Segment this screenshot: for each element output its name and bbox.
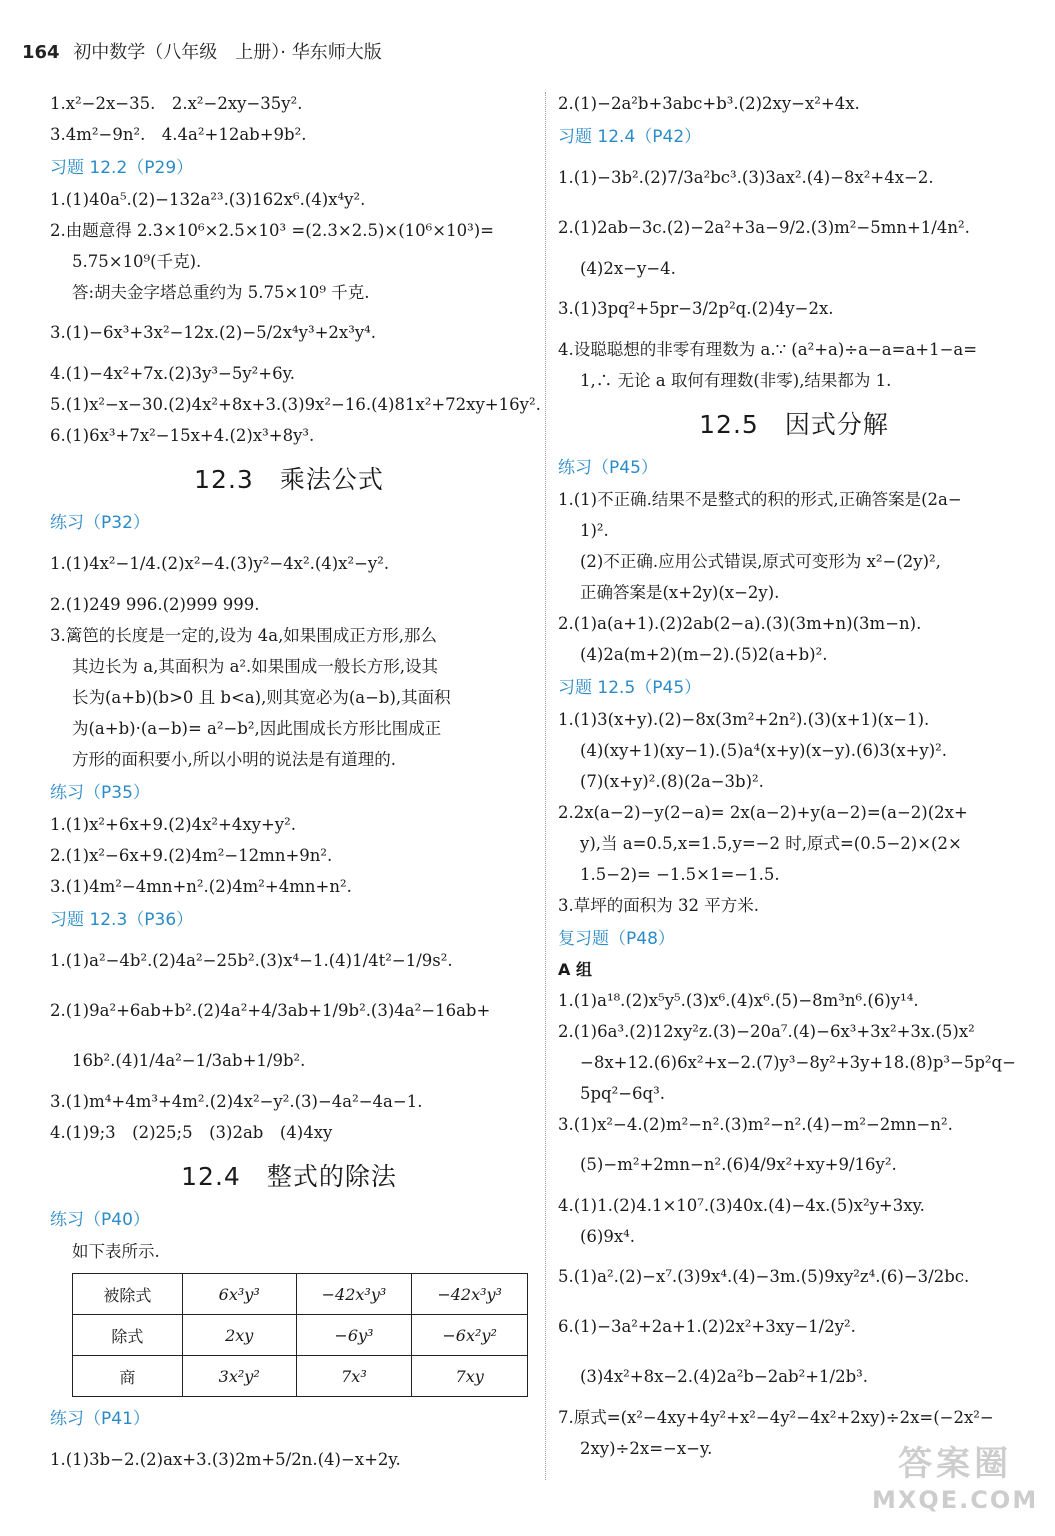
answer-line: 4.(1)9;3 (2)25;5 (3)2ab (4)4xy <box>50 1123 333 1142</box>
exercise-heading: 习题 12.4（P42） <box>558 127 702 147</box>
answer-line: y),当 a=0.5,x=1.5,y=−2 时,原式=(0.5−2)×(2× <box>580 834 962 853</box>
answer-line: 1.(1)a²−4b².(2)4a²−25b².(3)x⁴−1.(4)1/4t²−1/9s². <box>50 951 453 970</box>
exercise-heading: 复习题（P48） <box>558 929 675 949</box>
answer-line: (3)4x²+8x−2.(4)2a²b−2ab²+1/2b³. <box>580 1367 869 1386</box>
table-cell: 7x³ <box>296 1356 412 1397</box>
table-cell: 3x²y² <box>182 1356 296 1397</box>
answer-line: −8x+12.(6)6x²+x−2.(7)y³−8y²+3y+18.(8)p³−5p²q− <box>580 1053 1016 1072</box>
exercise-heading: 练习（P45） <box>558 458 658 478</box>
answer-line: 3.草坪的面积为 32 平方米. <box>558 896 759 915</box>
answer-line: 1.(1)3(x+y).(2)−8x(3m²+2n²).(3)(x+1)(x−1). <box>558 710 930 729</box>
section-name: 乘法公式 <box>279 465 384 494</box>
table-cell: 6x³y³ <box>182 1274 296 1315</box>
section-title <box>50 455 528 505</box>
answer-line: (2)不正确.应用公式错误,原式可变形为 x²−(2y)², <box>580 552 941 571</box>
answer-line: 1.(1)3b−2.(2)ax+3.(3)2m+5/2n.(4)−x+2y. <box>50 1450 401 1469</box>
table-row-header: 除式 <box>73 1315 183 1356</box>
answer-line: 7.原式=(x²−4xy+4y²+x²−4y²−4x²+2xy)÷2x=(−2x²− <box>558 1408 994 1427</box>
section-number: 12.5 <box>699 410 759 439</box>
answer-line: 3.(1)m⁴+4m³+4m².(2)4x²−y².(3)−4a²−4a−1. <box>50 1092 423 1111</box>
section-name: 整式的除法 <box>266 1162 397 1191</box>
exercise-heading: 练习（P35） <box>50 783 150 803</box>
section-number: 12.3 <box>194 465 254 494</box>
watermark-url: MXQE.COM <box>872 1486 1039 1514</box>
answer-line: 5.(1)x²−x−30.(2)4x²+8x+3.(3)9x²−16.(4)81x²+72xy+16y². <box>50 395 541 414</box>
answer-line: (4)2a(m+2)(m−2).(5)2(a+b)². <box>580 645 828 664</box>
answer-line: 1,∴ 无论 a 取何有理数(非零),结果都为 1. <box>580 371 892 390</box>
answer-line: 2.(1)x²−6x+9.(2)4m²−12mn+9n². <box>50 846 333 865</box>
answer-line: 6.(1)6x³+7x²−15x+4.(2)x³+8y³. <box>50 426 315 445</box>
answer-line: 1)². <box>580 521 609 540</box>
table-cell: −6x²y² <box>412 1315 528 1356</box>
answer-line: 1.(1)40a⁵.(2)−132a²³.(3)162x⁶.(4)x⁴y². <box>50 190 366 209</box>
exercise-heading: 练习（P40） <box>50 1210 150 1230</box>
table-cell: −42x³y³ <box>296 1274 412 1315</box>
answer-line: 6.(1)−3a²+2a+1.(2)2x²+3xy−1/2y². <box>558 1317 856 1336</box>
exercise-heading: 习题 12.3（P36） <box>50 910 194 930</box>
section-title <box>50 1152 528 1202</box>
watermark-logo <box>872 1442 1038 1514</box>
answer-line: 1.x²−2x−35. 2.x²−2xy−35y². <box>50 94 303 113</box>
answer-line: 2.(1)9a²+6ab+b².(2)4a²+4/3ab+1/9b².(3)4a²−16ab+ <box>50 1001 491 1020</box>
exercise-heading: 练习（P32） <box>50 513 150 533</box>
exercise-heading: 习题 12.2（P29） <box>50 158 194 178</box>
column-divider <box>545 92 546 1480</box>
book-title: 初中数学（八年级 上册）· 华东师大版 <box>73 42 382 63</box>
answer-line: 2.(1)−2a²b+3abc+b³.(2)2xy−x²+4x. <box>558 94 860 113</box>
page-header <box>22 38 382 64</box>
section-title <box>558 400 1030 450</box>
watermark-text: 答案圈 <box>898 1444 1013 1484</box>
table-row-header: 被除式 <box>73 1274 183 1315</box>
table-row-header: 商 <box>73 1356 183 1397</box>
answer-line: 4.(1)−4x²+7x.(2)3y³−5y²+6y. <box>50 364 295 383</box>
answer-line: 3.4m²−9n². 4.4a²+12ab+9b². <box>50 125 307 144</box>
answer-line: 正确答案是(x+2y)(x−2y). <box>580 583 780 602</box>
table-cell: 2xy <box>182 1315 296 1356</box>
answer-line: 2.(1)a(a+1).(2)2ab(2−a).(3)(3m+n)(3m−n). <box>558 614 922 633</box>
answer-line: 1.(1)−3b².(2)7/3a²bc³.(3)3ax².(4)−8x²+4x−2. <box>558 168 934 187</box>
table-cell: −6y³ <box>296 1315 412 1356</box>
answer-line: 5pq²−6q³. <box>580 1084 665 1103</box>
answer-line: 3.篱笆的长度是一定的,设为 4a,如果围成正方形,那么 <box>50 626 438 645</box>
table-cell: −42x³y³ <box>412 1274 528 1315</box>
answer-line: 1.(1)不正确.结果不是整式的积的形式,正确答案是(2a− <box>558 490 962 509</box>
table-intro: 如下表所示. <box>72 1242 160 1261</box>
answer-line: (4)2x−y−4. <box>580 259 676 278</box>
answer-line: 4.设聪聪想的非零有理数为 a.∵ (a²+a)÷a−a=a+1−a= <box>558 340 978 359</box>
division-table <box>72 1273 528 1397</box>
page-number: 164 <box>22 42 60 63</box>
answer-line: 1.(1)a¹⁸.(2)x⁵y⁵.(3)x⁶.(4)x⁶.(5)−8m³n⁶.(6)y¹⁴. <box>558 991 919 1010</box>
exercise-heading: 练习（P41） <box>50 1409 150 1429</box>
answer-line: (5)−m²+2mn−n².(6)4/9x²+xy+9/16y². <box>580 1155 897 1174</box>
answer-line: 2.2x(a−2)−y(2−a)= 2x(a−2)+y(a−2)=(a−2)(2x+ <box>558 803 968 822</box>
section-number: 12.4 <box>181 1162 241 1191</box>
answer-line: 16b².(4)1/4a²−1/3ab+1/9b². <box>72 1051 306 1070</box>
answer-line: 2.(1)249 996.(2)999 999. <box>50 595 260 614</box>
answer-line: 2.(1)2ab−3c.(2)−2a²+3a−9/2.(3)m²−5mn+1/4n². <box>558 218 970 237</box>
answer-line: (4)(xy+1)(xy−1).(5)a⁴(x+y)(x−y).(6)3(x+y)². <box>580 741 948 760</box>
answer-line: 5.75×10⁹(千克). <box>72 252 202 271</box>
answer-line: 长为(a+b)(b>0 且 b<a),则其宽必为(a−b),其面积 <box>72 688 451 707</box>
answer-line: 其边长为 a,其面积为 a².如果围成一般长方形,设其 <box>72 657 439 676</box>
table-row <box>73 1274 528 1315</box>
right-column <box>558 88 1030 1464</box>
answer-line: 2xy)÷2x=−x−y. <box>580 1439 713 1458</box>
answer-line: 1.5−2)= −1.5×1=−1.5. <box>580 865 780 884</box>
answer-line: 答:胡夫金字塔总重约为 5.75×10⁹ 千克. <box>72 283 370 302</box>
answer-line: 5.(1)a².(2)−x⁷.(3)9x⁴.(4)−3m.(5)9xy²z⁴.(6)−3/2bc. <box>558 1267 970 1286</box>
answer-line: 3.(1)4m²−4mn+n².(2)4m²+4mn+n². <box>50 877 352 896</box>
answer-line: 2.由题意得 2.3×10⁶×2.5×10³ =(2.3×2.5)×(10⁶×10³)= <box>50 221 494 240</box>
answer-line: 4.(1)1.(2)4.1×10⁷.(3)40x.(4)−4x.(5)x²y+3xy. <box>558 1196 925 1215</box>
left-column <box>50 88 541 1485</box>
answer-line: 1.(1)x²+6x+9.(2)4x²+4xy+y². <box>50 815 296 834</box>
section-name: 因式分解 <box>784 410 889 439</box>
answer-line: 方形的面积要小,所以小明的说法是有道理的. <box>72 750 396 769</box>
table-row <box>73 1315 528 1356</box>
answer-line: 2.(1)6a³.(2)12xy²z.(3)−20a⁷.(4)−6x³+3x²+3x.(5)x² <box>558 1022 975 1041</box>
table-cell: 7xy <box>412 1356 528 1397</box>
answer-line: 为(a+b)·(a−b)= a²−b²,因此围成长方形比围成正 <box>72 719 442 738</box>
exercise-heading: 习题 12.5（P45） <box>558 678 702 698</box>
group-label: A 组 <box>558 960 592 979</box>
answer-line: (7)(x+y)².(8)(2a−3b)². <box>580 772 764 791</box>
answer-line: 3.(1)3pq²+5pr−3/2p²q.(2)4y−2x. <box>558 299 834 318</box>
answer-line: 3.(1)−6x³+3x²−12x.(2)−5/2x⁴y³+2x³y⁴. <box>50 323 377 342</box>
answer-line: 1.(1)4x²−1/4.(2)x²−4.(3)y²−4x².(4)x²−y². <box>50 554 390 573</box>
answer-line: 3.(1)x²−4.(2)m²−n².(3)m²−n².(4)−m²−2mn−n². <box>558 1115 953 1134</box>
table-row <box>73 1356 528 1397</box>
answer-line: (6)9x⁴. <box>580 1227 636 1246</box>
